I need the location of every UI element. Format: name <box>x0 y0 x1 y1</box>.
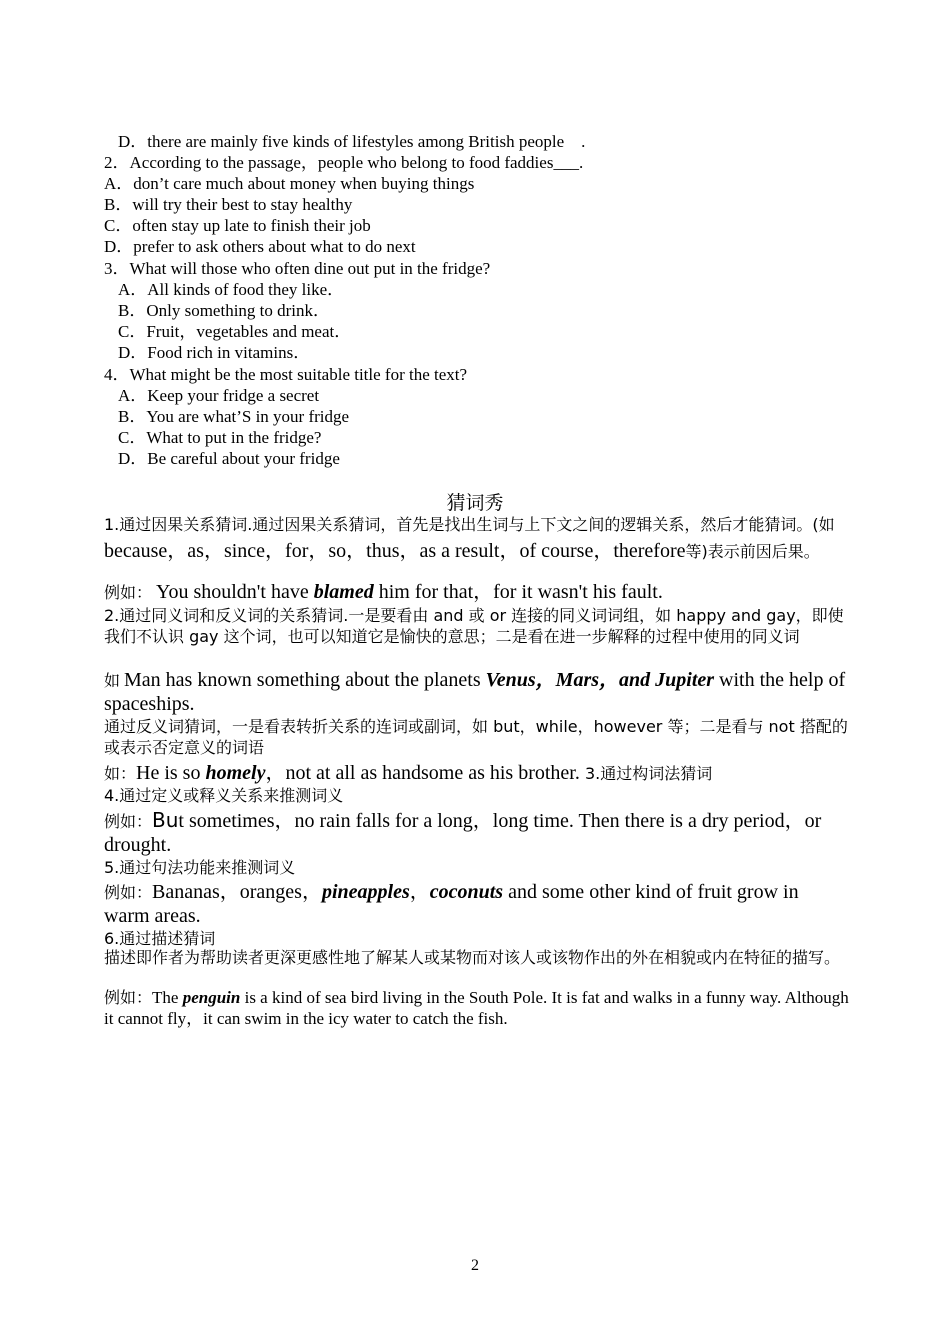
example-6 <box>104 987 849 1029</box>
q4-option-c: C．What to put in the fridge? <box>118 428 322 447</box>
example-2 <box>104 668 849 716</box>
q4-option-d: D．Be careful about your fridge <box>118 449 340 468</box>
example-1-keyword: blamed <box>313 581 374 603</box>
q3-option-c: C．Fruit，vegetables and meat． <box>118 322 352 341</box>
example-3-post: ，not at all as handsome as his brother. <box>265 762 580 784</box>
example-2-keyword: Venus，Mars，and Jupiter <box>485 669 715 691</box>
example-1-pre: You shouldn't have <box>156 581 314 603</box>
example-5-keyword-1: pineapples <box>321 881 410 903</box>
section-2-paragraph: 2.通过同义词和反义词的关系猜词.一是要看由 and 或 or 连接的同义词词组，如 happy and gay，即使我们不认识 gay 这个词，也可以知道它是愉快的意思；二是看在进一步解释的过程中使用的同义词 <box>104 606 844 646</box>
q1-option-d: D．there are mainly five kinds of lifestyles among British people . <box>118 132 586 151</box>
q3-option-d: D．Food rich in vitamins． <box>118 343 311 362</box>
section-title: 猜词秀 <box>446 492 504 514</box>
q2-option-a: A．don’t care much about money when buying things <box>104 174 475 193</box>
example-2-pre: Man has known something about the planets <box>124 669 486 691</box>
section-1-end-1: 等) <box>685 542 708 561</box>
example-3 <box>104 761 849 785</box>
q3-stem: 3．What will those who often dine out put in the fridge? <box>104 259 491 278</box>
example-1 <box>104 580 849 604</box>
section-1-paragraph <box>104 513 849 566</box>
q4-stem: 4．What might be the most suitable title for the text? <box>104 365 468 384</box>
example-6-label: 例如： <box>104 988 153 1007</box>
section-3-heading: 3.通过构词法猜词 <box>579 764 713 783</box>
q4-option-a: A．Keep your fridge a secret <box>118 386 320 405</box>
section-6-heading: 6.通过描述猜词 <box>104 929 216 948</box>
section-1-connectives: because，as，since，for，so，thus，as a result，of course，therefore <box>104 540 686 562</box>
section-1-end-2: 表示前因后果。 <box>707 542 820 561</box>
example-6-pre: The <box>152 988 183 1007</box>
example-3-pre: He is so <box>136 762 206 784</box>
q2-option-d: D．prefer to ask others about what to do next <box>104 237 416 256</box>
q3-option-b: B．Only something to drink． <box>118 301 331 320</box>
example-5-label: 例如： <box>104 883 153 902</box>
q2-option-b: B．will try their best to stay healthy <box>104 195 353 214</box>
section-2b-paragraph: 通过反义词猜词，一是看表转折关系的连词或副词，如 but，while，however 等；二是看与 not 搭配的或表示否定意义的词语 <box>104 717 848 757</box>
example-4-label: 例如： <box>104 812 153 831</box>
example-5-mid: ， <box>409 881 430 903</box>
example-3-keyword: homely <box>205 762 266 784</box>
example-5 <box>104 880 849 928</box>
example-4 <box>104 808 849 857</box>
example-5-pre: Bananas，oranges， <box>152 881 322 903</box>
q2-stem: 2．According to the passage，people who belong to food faddies___. <box>104 153 584 172</box>
example-6-post: is a kind of sea bird living in the South Pole. It is fat and walks in a funny way. Although it cannot fly，it can swim in the icy water to catch the fish. <box>104 988 849 1028</box>
example-1-label: 例如： <box>104 583 153 602</box>
example-4-bu: Bu <box>152 808 179 832</box>
q3-option-a: A．All kinds of food they like． <box>118 280 345 299</box>
example-1-post: him for that，for it wasn't his fault. <box>373 581 663 603</box>
q4-option-b: B．You are what’S in your fridge <box>118 407 350 426</box>
example-2-label: 如 <box>104 671 121 690</box>
example-3-label: 如： <box>104 764 137 783</box>
section-5-heading: 5.通过句法功能来推测词义 <box>104 858 296 877</box>
example-5-keyword-2: coconuts <box>429 881 504 903</box>
example-5-post: and some other kind of fruit grow in warm areas. <box>104 881 799 927</box>
page-number: 2 <box>471 1257 479 1274</box>
section-4-heading: 4.通过定义或释义关系来推测词义 <box>104 786 344 805</box>
q2-option-c: C．often stay up late to finish their job <box>104 216 371 235</box>
section-6-description: 描述即作者为帮助读者更深更感性地了解某人或某物而对该人或该物作出的外在相貌或内在特征的描写。 <box>104 948 841 967</box>
section-1-text: 1.通过因果关系猜词.通过因果关系猜词，首先是找出生词与上下文之间的逻辑关系，然后才能猜词。(如 <box>104 515 835 534</box>
example-2-post: with the help of spaceships. <box>104 669 846 715</box>
example-4-text: t sometimes，no rain falls for a long，long time. Then there is a dry period，or drought. <box>104 810 822 856</box>
example-6-keyword: penguin <box>182 988 241 1007</box>
